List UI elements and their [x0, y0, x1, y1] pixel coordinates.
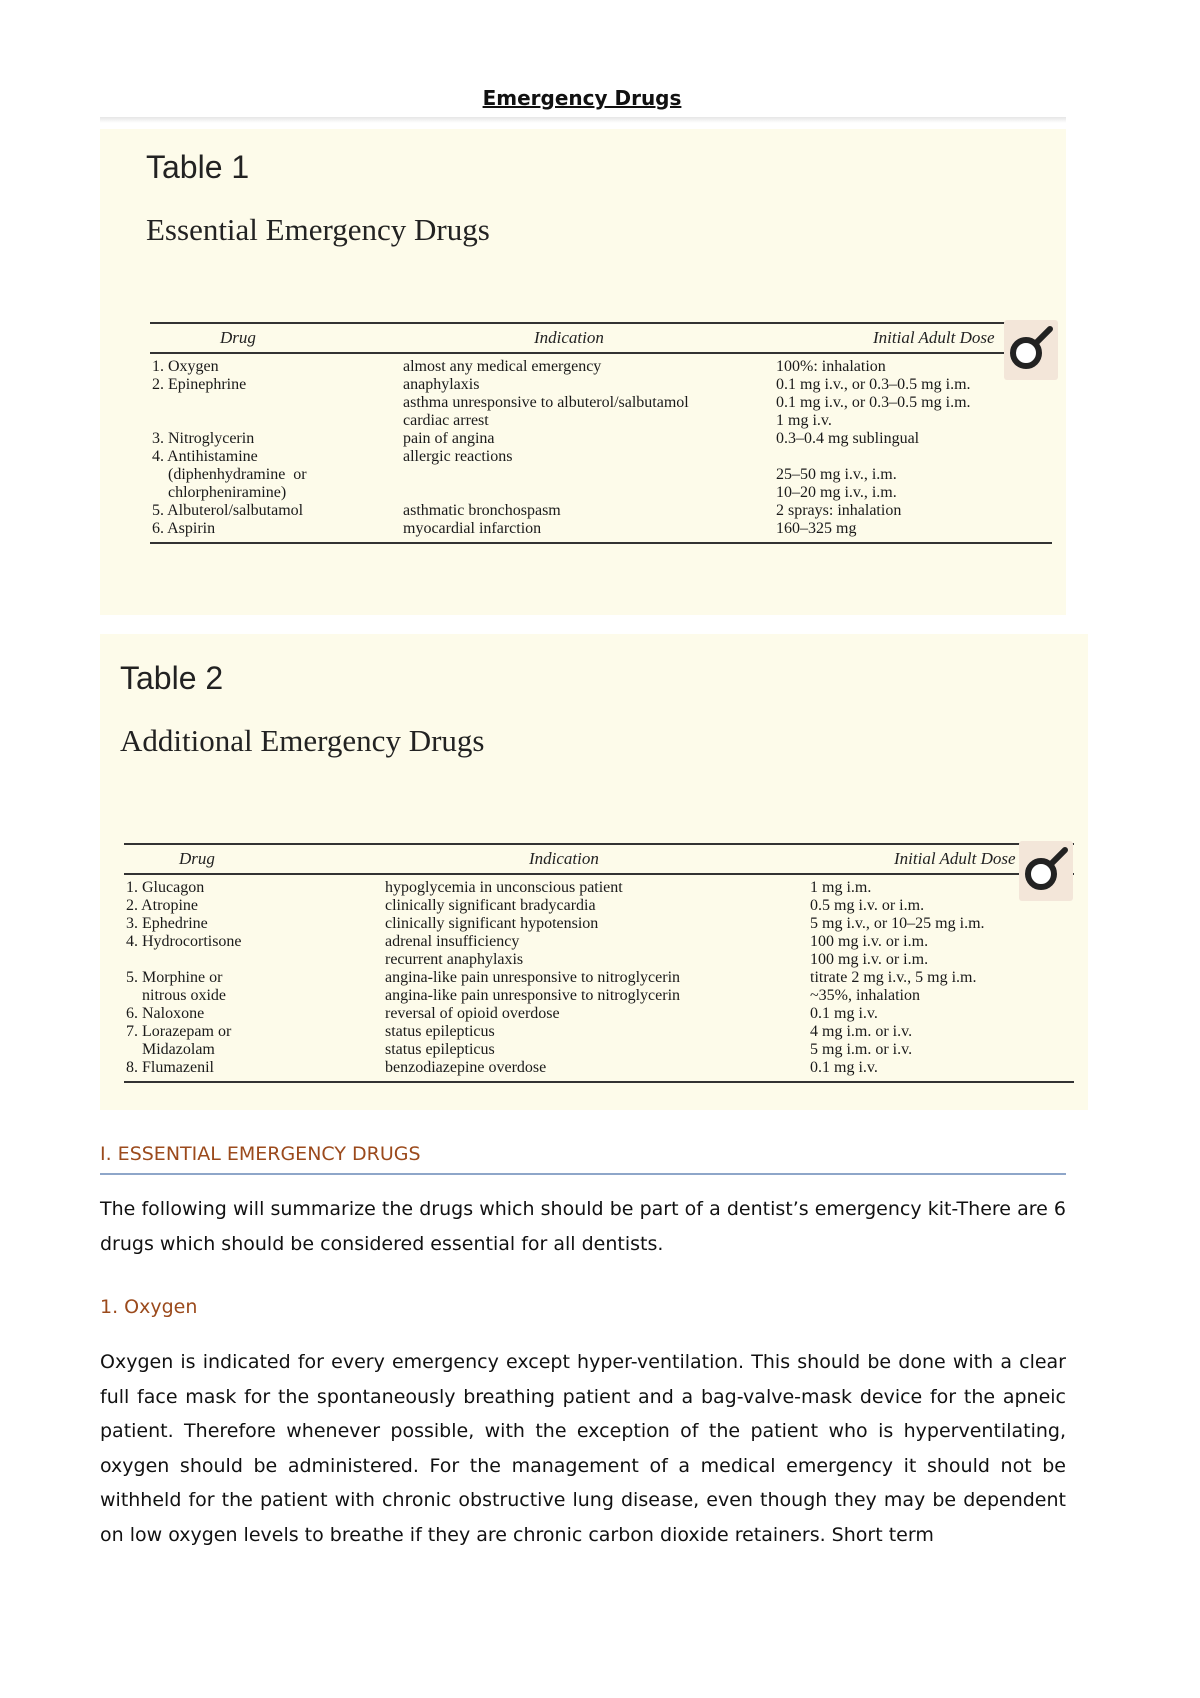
cell-drug: chlorpheniramine) — [152, 484, 287, 501]
cell-indication: asthmatic bronchospasm — [403, 502, 561, 519]
cell-drug: 4. Hydrocortisone — [126, 933, 242, 950]
cell-indication: pain of angina — [403, 430, 495, 447]
cell-dose: 1 mg i.v. — [776, 412, 832, 429]
header-indication: Indication — [529, 849, 599, 868]
table-1-header — [150, 324, 1052, 354]
table-row — [150, 394, 1052, 412]
cell-drug: 5. Morphine or — [126, 969, 223, 986]
cell-drug: 5. Albuterol/salbutamol — [152, 502, 304, 519]
table-2-caption: Additional Emergency Drugs — [120, 723, 485, 758]
table-row — [124, 1023, 1074, 1041]
cell-indication: status epilepticus — [385, 1023, 495, 1040]
cell-drug: 8. Flumazenil — [126, 1059, 214, 1076]
table-row — [124, 969, 1074, 987]
table-row — [124, 897, 1074, 915]
header-drug: Drug — [220, 328, 256, 347]
header-dose: Initial Adult Dose — [873, 328, 995, 347]
cell-dose: 25–50 mg i.v., i.m. — [776, 466, 897, 483]
section-heading: I. ESSENTIAL EMERGENCY DRUGS — [100, 1143, 1066, 1175]
cell-indication: cardiac arrest — [403, 412, 489, 429]
cell-dose: 160–325 mg — [776, 520, 857, 537]
cell-drug: 4. Antihistamine — [152, 448, 258, 465]
header-dose: Initial Adult Dose — [894, 849, 1016, 868]
header-drug: Drug — [179, 849, 215, 868]
cell-indication: hypoglycemia in unconscious patient — [385, 879, 623, 896]
page-title: Emergency Drugs — [482, 86, 682, 110]
table-2-panel — [100, 634, 1088, 1110]
table-row — [124, 951, 1074, 969]
cell-dose: 100%: inhalation — [776, 358, 886, 375]
table-1 — [150, 322, 1052, 544]
cell-indication: angina-like pain unresponsive to nitroglycerin — [385, 987, 681, 1004]
table-row — [150, 484, 1052, 502]
cell-dose: 5 mg i.v., or 10–25 mg i.m. — [810, 915, 985, 932]
table-1-label: Table 1 — [146, 149, 250, 185]
cell-dose: 0.5 mg i.v. or i.m. — [810, 897, 925, 914]
cell-indication: recurrent anaphylaxis — [385, 951, 524, 968]
table-1-body — [150, 354, 1052, 542]
table-row — [124, 1059, 1074, 1077]
table-row — [124, 879, 1074, 897]
cell-dose: 1 mg i.m. — [810, 879, 872, 896]
table-row — [150, 430, 1052, 448]
cell-drug: 3. Nitroglycerin — [152, 430, 255, 447]
table-1-caption: Essential Emergency Drugs — [146, 212, 490, 247]
cell-drug: 1. Oxygen — [152, 358, 219, 375]
cell-drug: 2. Epinephrine — [152, 376, 247, 393]
table-2-body — [124, 875, 1074, 1081]
cell-drug: 7. Lorazepam or — [126, 1023, 232, 1040]
cell-indication: clinically significant bradycardia — [385, 897, 596, 914]
title-divider — [100, 117, 1066, 123]
table-row — [150, 448, 1052, 466]
cell-dose: 0.3–0.4 mg sublingual — [776, 430, 920, 447]
cell-drug: nitrous oxide — [126, 987, 226, 1004]
cell-indication: myocardial infarction — [403, 520, 542, 537]
cell-drug: Midazolam — [126, 1041, 215, 1058]
table-row — [124, 933, 1074, 951]
table-row — [150, 466, 1052, 484]
table-row — [124, 987, 1074, 1005]
cell-dose: 0.1 mg i.v., or 0.3–0.5 mg i.m. — [776, 376, 971, 393]
cell-dose: 2 sprays: inhalation — [776, 502, 902, 519]
cell-dose: 100 mg i.v. or i.m. — [810, 951, 929, 968]
cell-drug: 6. Naloxone — [126, 1005, 205, 1022]
table-1-panel — [100, 129, 1066, 615]
cell-dose: ~35%, inhalation — [810, 987, 920, 1004]
table-2-label: Table 2 — [120, 660, 224, 696]
cell-dose: 100 mg i.v. or i.m. — [810, 933, 929, 950]
cell-indication: anaphylaxis — [403, 376, 480, 393]
cell-indication: reversal of opioid overdose — [385, 1005, 560, 1022]
table-row — [150, 502, 1052, 520]
cell-dose: 0.1 mg i.v. — [810, 1005, 878, 1022]
cell-dose: 0.1 mg i.v. — [810, 1059, 878, 1076]
subsection-heading: 1. Oxygen — [100, 1296, 198, 1318]
cell-indication: benzodiazepine overdose — [385, 1059, 547, 1076]
cell-dose: 10–20 mg i.v., i.m. — [776, 484, 897, 501]
table-row — [124, 915, 1074, 933]
table-row — [150, 412, 1052, 430]
table-row — [150, 520, 1052, 538]
cell-drug: 3. Ephedrine — [126, 915, 208, 932]
table-row — [124, 1005, 1074, 1023]
cell-drug: 2. Atropine — [126, 897, 198, 914]
cell-dose: titrate 2 mg i.v., 5 mg i.m. — [810, 969, 977, 986]
table-row — [150, 358, 1052, 376]
cell-indication: adrenal insufficiency — [385, 933, 520, 950]
cell-indication: asthma unresponsive to albuterol/salbutamol — [403, 394, 689, 411]
cell-drug: 1. Glucagon — [126, 879, 205, 896]
table-row — [124, 1041, 1074, 1059]
magnifier-icon[interactable] — [1019, 841, 1073, 901]
header-indication: Indication — [534, 328, 604, 347]
cell-indication: angina-like pain unresponsive to nitroglycerin — [385, 969, 681, 986]
cell-dose: 5 mg i.m. or i.v. — [810, 1041, 913, 1058]
table-2 — [124, 843, 1074, 1083]
cell-dose: 0.1 mg i.v., or 0.3–0.5 mg i.m. — [776, 394, 971, 411]
cell-indication: status epilepticus — [385, 1041, 495, 1058]
table-row — [150, 376, 1052, 394]
table-2-header — [124, 845, 1074, 875]
intro-paragraph: The following will summarize the drugs which should be part of a dentist’s emergency kit-There are 6 drugs which should be considered essential for all dentists. — [100, 1198, 1066, 1255]
oxygen-paragraph: Oxygen is indicated for every emergency except hyper-ventilation. This should be done with a clear full face mask for the spontaneously breathing patient and a bag-valve-mask device for the apneic patient. Therefore whenever possible, with the exception of the patient who is hyperventilating, oxygen should be administered. For the management of a medical emergency it should not be withheld for the patient with chronic obstructive lung disease, even though they may be dependent on low oxygen levels to breathe if they are chronic carbon dioxide retainers. Short term — [100, 1351, 1066, 1546]
cell-drug: 6. Aspirin — [152, 520, 216, 537]
magnifier-icon[interactable] — [1004, 320, 1058, 380]
cell-drug: (diphenhydramine or — [152, 466, 307, 483]
cell-indication: almost any medical emergency — [403, 358, 602, 375]
cell-indication: allergic reactions — [403, 448, 513, 465]
cell-dose: 4 mg i.m. or i.v. — [810, 1023, 913, 1040]
cell-indication: clinically significant hypotension — [385, 915, 599, 932]
